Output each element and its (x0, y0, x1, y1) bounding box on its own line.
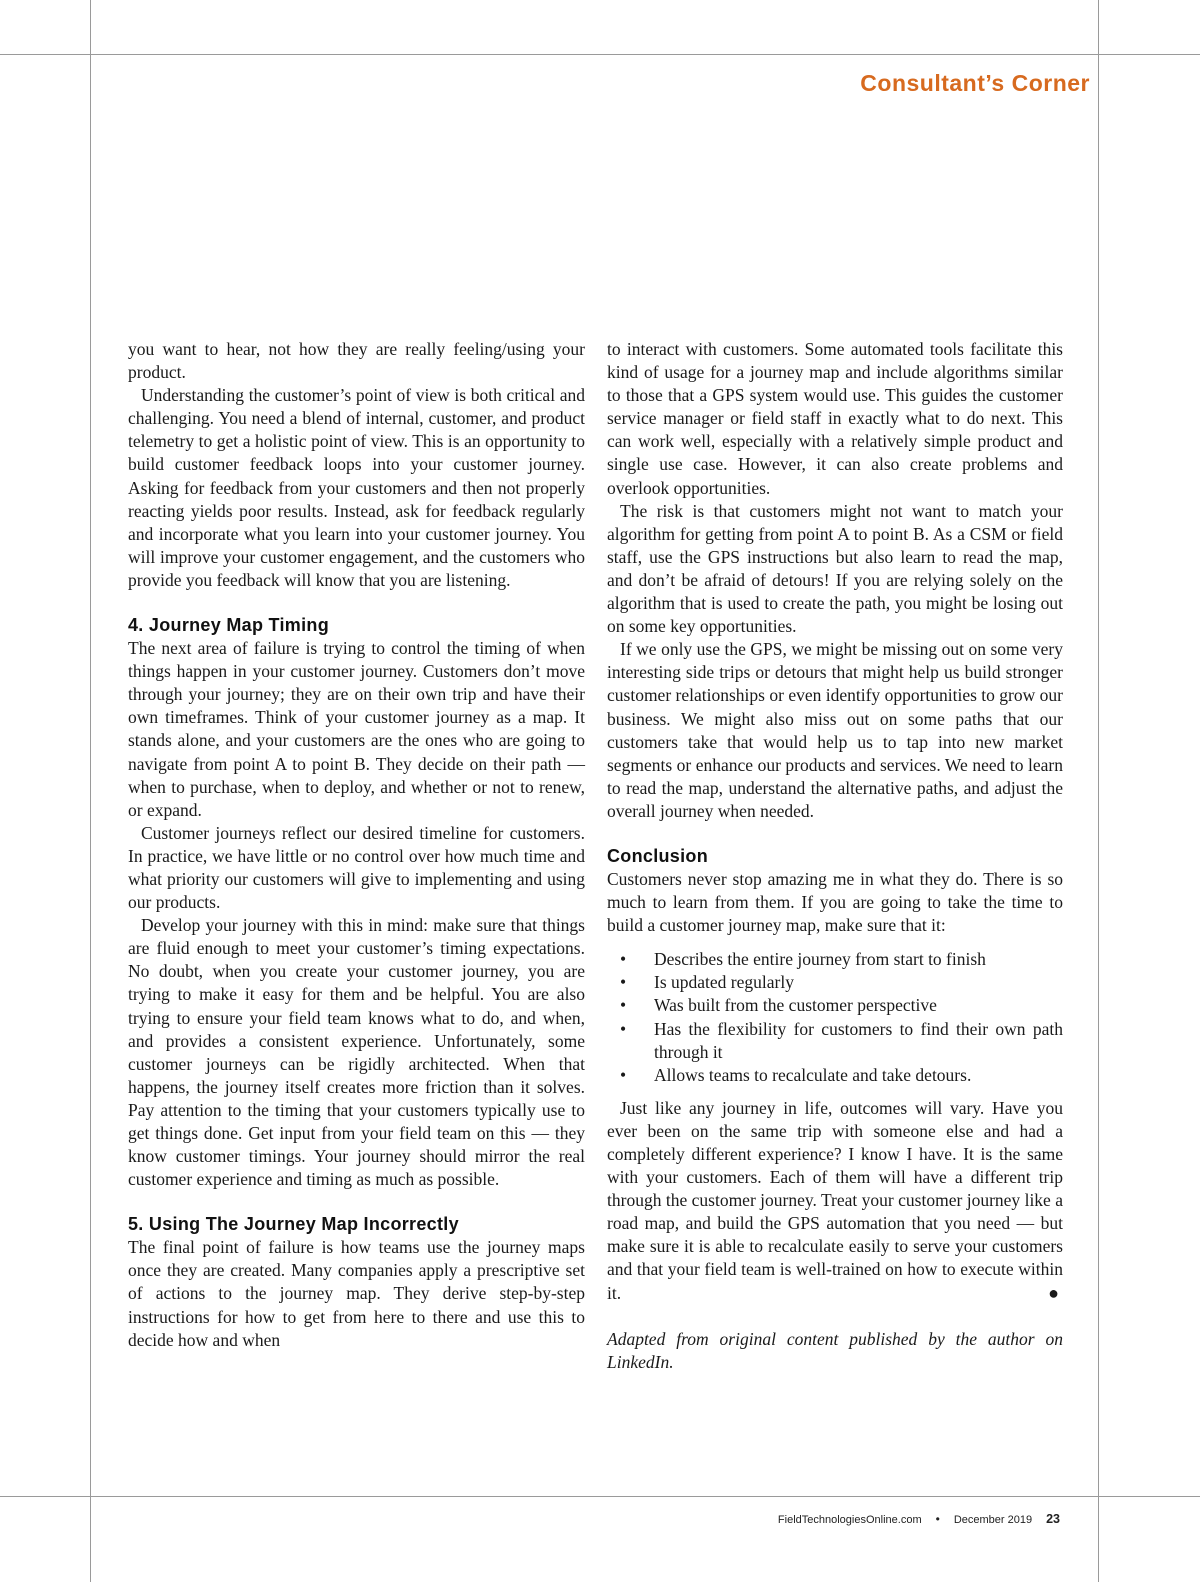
list-item (607, 994, 1063, 1017)
paragraph-closing (607, 1097, 1063, 1305)
paragraph: Customer journeys reflect our desired timeline for customers. In practice, we have little or no control over how much time and what priority our customers will give to implementing and using our products. (128, 822, 585, 913)
paragraph: The next area of failure is trying to control the timing of when things happen in your customer journey. Customers don’t move through your journey; they are on their own trip and have their own timeframes. Think of your customer journey as a map. It stands alone, and your customers are the ones who are going to navigate from point A to point B. They decide on their path — when to purchase, when to deploy, and whether or not to renew, or expand. (128, 638, 585, 820)
paragraph-text: Just like any journey in life, outcomes will vary. Have you ever been on the same trip with someone else and had a completely different experience? I know I have. It is the same with your customers. Each of them will have a different trip through the customer journey. Treat your customer journey like a road map, and build the GPS automation that you need — but make sure it is able to recalculate easily to serve your customers and that your field team is well-trained on how to execute within it. (607, 1097, 1063, 1303)
paragraph: The final point of failure is how teams use the journey maps once they are created. Many companies apply a prescriptive set of actions to the journey map. They derive step-by-step instructions for how to get from here to there and use this to decide how and when (128, 1237, 585, 1350)
paragraph: you want to hear, not how they are really feeling/using your product. (128, 339, 585, 383)
list-item-text: Describes the entire journey from start to finish (654, 949, 986, 970)
article-column-left (128, 338, 585, 1352)
paragraph: Customers never stop amazing me in what they do. There is so much to learn from them. If you are going to take the time to build a customer journey map, make sure that it: (607, 868, 1063, 936)
crop-line-top (0, 54, 1200, 55)
crop-line-left (90, 0, 91, 1582)
paragraph: The risk is that customers might not want to match your algorithm for getting from point A to point B. As a CSM or field staff, use the GPS instructions but also learn to read the map, and don’t be afraid of detours! If you are relying solely on the algorithm that is used to create the path, you might be losing out on some key opportunities. (607, 500, 1063, 637)
page-footer (778, 1512, 1060, 1526)
list-item (607, 971, 1063, 994)
end-of-article-icon: ● (1048, 1282, 1059, 1303)
list-item-text: Has the flexibility for customers to find their own path through it (654, 1018, 1063, 1062)
list-item (607, 948, 1063, 971)
page-number: 23 (1046, 1512, 1060, 1526)
list-item-text: Was built from the customer perspective (654, 995, 937, 1016)
heading-journey-map-timing: 4. Journey Map Timing (128, 615, 330, 636)
list-item (607, 1064, 1063, 1087)
crop-line-right (1098, 0, 1099, 1582)
bullet-icon: • (620, 1018, 627, 1039)
bullet-icon: • (620, 1064, 627, 1085)
crop-line-bottom (0, 1496, 1200, 1497)
footer-site: FieldTechnologiesOnline.com (777, 1514, 922, 1526)
author-credit: Adapted from original content published by the author on LinkedIn. (607, 1328, 1063, 1372)
heading-using-journey-map-incorrectly: 5. Using The Journey Map Incorrectly (128, 1214, 459, 1235)
paragraph: Understanding the customer’s point of view is both critical and challenging. You need a blend of internal, customer, and product telemetry to get a holistic point of view. This is an opportunity to build customer feedback loops into your customer journey. Asking for feedback from your customers and then not properly reacting yields poor results. Instead, ask for feedback regularly and incorporate what you learn into your customer journey. You will improve your customer engagement, and the customers who provide you feedback will know that you are listening. (128, 385, 585, 590)
footer-separator: • (935, 1512, 940, 1526)
footer-date: December 2019 (953, 1514, 1033, 1526)
list-item (607, 1018, 1063, 1064)
paragraph: to interact with customers. Some automated tools facilitate this kind of usage for a journey map and include algorithms similar to those that a GPS system would use. This guides the customer service manager or field staff in exactly what to do next. This can work well, especially with a relatively simple product and single use case. However, it can also create problems and overlook opportunities. (607, 339, 1063, 498)
paragraph: Develop your journey with this in mind: make sure that things are fluid enough to meet your customer’s timing expectations. No doubt, when you create your customer journey, you are trying to make it easy for them and be helpful. You are also trying to ensure your field team knows what to do, and when, and provides a consistent experience. Unfortunately, some customer journeys can be rigidly architected. When that happens, the journey itself creates more friction than it solves. Pay attention to the timing that your customers typically use to get things done. Get input from your field team on this — they know customer timings. Your journey should mirror the real customer experience and timing as much as possible. (128, 915, 585, 1190)
article-column-right (607, 338, 1063, 1374)
paragraph: If we only use the GPS, we might be missing out on some very interesting side trips or detours that might help us build stronger customer relationships or even identify opportunities to grow our business. We might also miss out on some paths that our customers take that would help us to tap into new market segments or enhance our products and services. We need to learn to read the map, understand the alternative paths, and adjust the overall journey when needed. (607, 639, 1063, 821)
bullet-icon: • (620, 949, 627, 970)
heading-conclusion: Conclusion (607, 845, 708, 866)
list-item-text: Allows teams to recalculate and take detours. (654, 1064, 972, 1085)
bullet-icon: • (620, 995, 627, 1016)
list-item-text: Is updated regularly (654, 972, 794, 993)
section-title: Consultant’s Corner (860, 70, 1090, 96)
bullet-icon: • (620, 972, 627, 993)
conclusion-checklist (607, 948, 1063, 1087)
